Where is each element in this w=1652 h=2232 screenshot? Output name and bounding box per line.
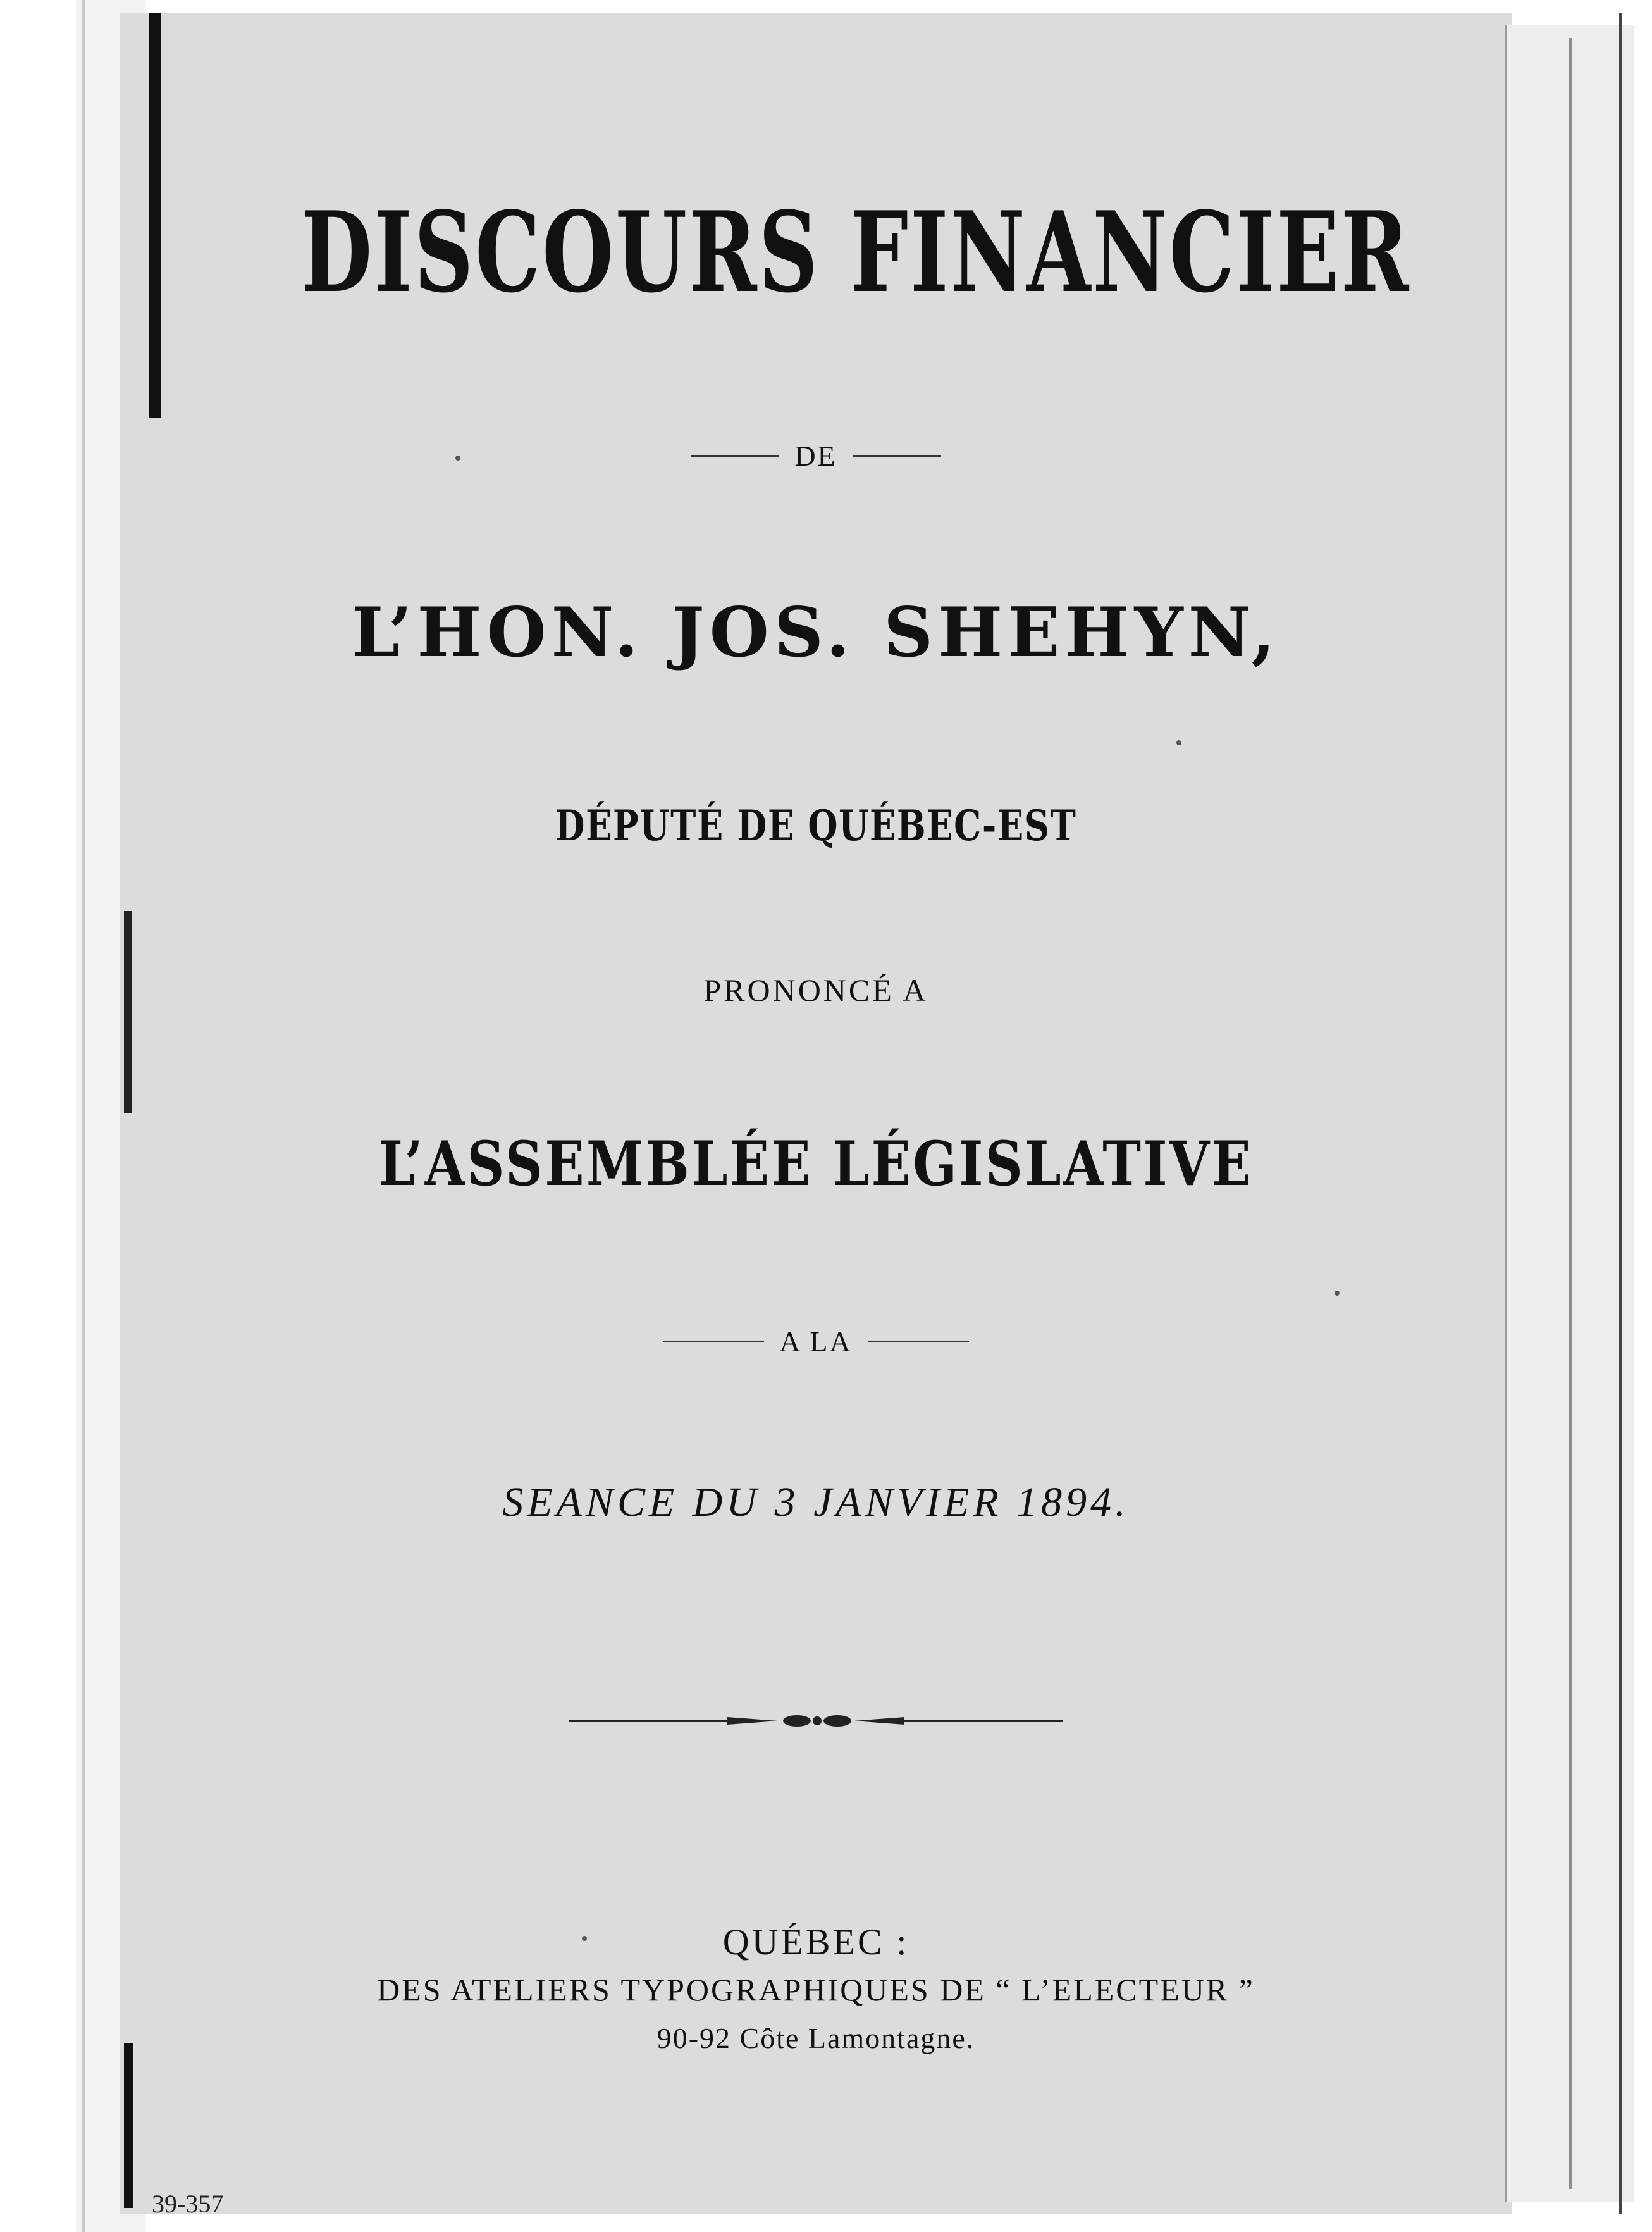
assembly-name: L’ASSEMBLÉE LÉGISLATIVE bbox=[378, 1128, 1254, 1200]
separator-de-label: DE bbox=[794, 439, 837, 472]
author-name: L’HON. JOS. SHEHYN, bbox=[351, 593, 1281, 673]
archive-stamp: 39-357 bbox=[152, 2190, 224, 2218]
rule-right bbox=[853, 455, 941, 457]
session-date: SEANCE DU 3 JANVIER 1894. bbox=[502, 1479, 1130, 1525]
separator-de bbox=[120, 437, 1512, 474]
paper-page bbox=[120, 13, 1512, 2214]
rule-right bbox=[868, 1341, 969, 1342]
ornamental-rule bbox=[120, 1708, 1512, 1733]
binding-mark-top bbox=[149, 13, 161, 418]
binding-mark-bottom bbox=[124, 2043, 133, 2208]
binding-mark-middle bbox=[124, 911, 132, 1113]
rule-left bbox=[663, 1341, 764, 1342]
paper-speck bbox=[1335, 1291, 1340, 1296]
imprint-city: QUÉBEC : bbox=[722, 1921, 909, 1962]
author-title: DÉPUTÉ DE QUÉBEC-EST bbox=[555, 801, 1077, 850]
page-edge-far-line bbox=[1619, 13, 1622, 2214]
page-edge-line bbox=[1569, 38, 1572, 2189]
binding-faint-line bbox=[82, 0, 85, 2232]
document-title: DISCOURS FINANCIER bbox=[301, 188, 1411, 318]
pronounced-label: PRONONCÉ A bbox=[703, 972, 928, 1008]
paper-speck bbox=[1176, 740, 1181, 745]
separator-ala bbox=[120, 1322, 1512, 1360]
paper-speck bbox=[455, 456, 460, 461]
paper-speck bbox=[582, 1936, 587, 1941]
rule-left bbox=[691, 455, 779, 457]
imprint-publisher: DES ATELIERS TYPOGRAPHIQUES DE “ L’ELECTEUR ” bbox=[377, 1972, 1255, 2007]
imprint-address: 90-92 Côte Lamontagne. bbox=[656, 2022, 975, 2054]
separator-ala-label: A LA bbox=[779, 1325, 853, 1358]
